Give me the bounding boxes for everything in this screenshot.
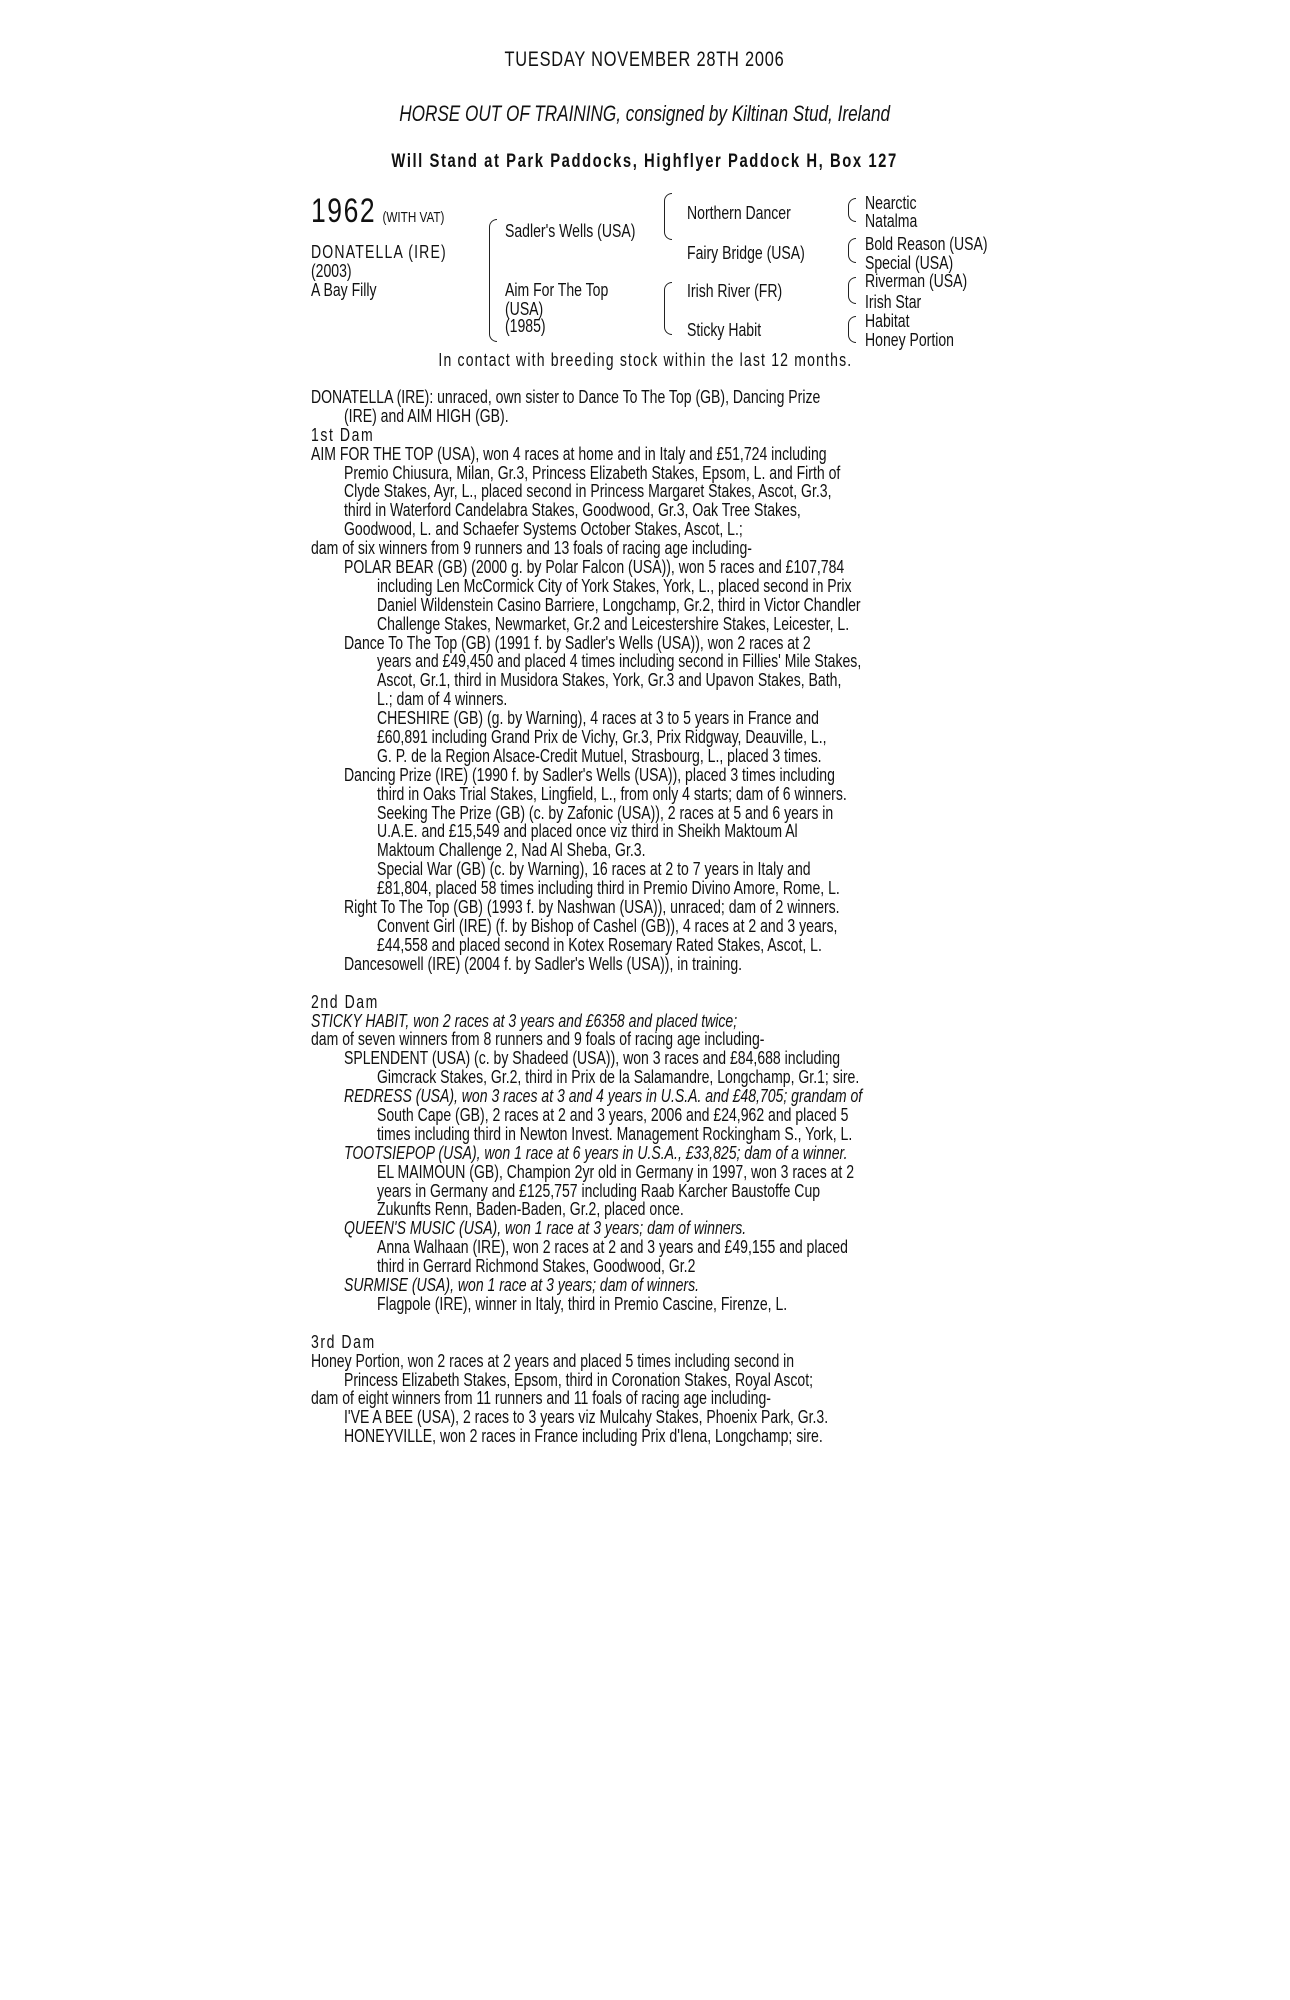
pedigree-brace-ds (848, 277, 856, 304)
pedigree-dam-country: (USA) (505, 299, 544, 319)
body-line: times including third in Newton Invest. Management Rockingham S., York, L. (377, 1123, 853, 1144)
body-line: Princess Elizabeth Stakes, Epsom, third in Coronation Stakes, Royal Ascot; (344, 1369, 814, 1390)
body-line: £60,891 including Grand Prix de Vichy, Gr.3, Prix Ridgway, Deauville, L., (377, 727, 827, 748)
pedigree-dss: Riverman (USA) (865, 271, 968, 291)
stand-location: Will Stand at Park Paddocks, Highflyer Paddock H, Box 127 (391, 151, 899, 172)
body-line: third in Waterford Candelabra Stakes, Goodwood, Gr.3, Oak Tree Stakes, (344, 500, 801, 521)
body-line: years in Germany and £125,757 including Raab Karcher Baustoffe Cup (377, 1180, 821, 1201)
pedigree-brace-dd (848, 316, 856, 343)
pedigree-ddd: Honey Portion (865, 330, 954, 350)
body-line: Honey Portion, won 2 races at 2 years and placed 5 times including second in (311, 1350, 795, 1371)
body-line: STICKY HABIT, won 2 races at 3 years and £6358 and placed twice; (311, 1010, 738, 1031)
pedigree-brace-ss (848, 198, 856, 222)
body-line: dam of six winners from 9 runners and 13 foals of racing age including- (311, 538, 752, 559)
body-line: Dancesowell (IRE) (2004 f. by Sadler's Wells (USA)), in training. (344, 953, 743, 974)
body-line: Flagpole (IRE), winner in Italy, third in Premio Cascine, Firenze, L. (377, 1293, 788, 1314)
body-line: including Len McCormick City of York Stakes, York, L., placed second in Prix (377, 575, 852, 596)
body-line: £44,558 and placed second in Kotex Rosemary Rated Stakes, Ascot, L. (377, 934, 822, 955)
body-line: Maktoum Challenge 2, Nad Al Sheba, Gr.3. (377, 840, 646, 861)
consignment-line: HORSE OUT OF TRAINING, consigned by Kiltinan Stud, Ireland (399, 101, 891, 126)
pedigree-brace-sd (848, 238, 856, 263)
body-line: Premio Chiusura, Milan, Gr.3, Princess Elizabeth Stakes, Epsom, L. and Firth of (344, 462, 841, 483)
vat-note: (WITH VAT) (382, 209, 445, 226)
horse-description: A Bay Filly (311, 280, 377, 300)
lot-block (311, 192, 482, 230)
body-line: years and £49,450 and placed 4 times including second in Fillies' Mile Stakes, (377, 651, 862, 672)
body-line: Daniel Wildenstein Casino Barriere, Longchamp, Gr.2, third in Victor Chandler (377, 594, 861, 615)
body-line: EL MAIMOUN (GB), Champion 2yr old in Germany in 1997, won 3 races at 2 (377, 1161, 855, 1182)
body-line: Dancing Prize (IRE) (1990 f. by Sadler's Wells (USA)), placed 3 times including (344, 764, 835, 785)
horse-name: DONATELLA (IRE) (311, 242, 447, 262)
pedigree-dd: Sticky Habit (687, 320, 762, 340)
body-line: Zukunfts Renn, Baden-Baden, Gr.2, placed once. (377, 1199, 684, 1220)
body-line: (IRE) and AIM HIGH (GB). (344, 405, 509, 426)
contact-note: In contact with breeding stock within the last 12 months. (438, 350, 852, 370)
pedigree-dam-year: (1985) (505, 316, 546, 336)
body-line: dam of seven winners from 8 runners and 9 foals of racing age including- (311, 1029, 765, 1050)
pedigree-dam: Aim For The Top (505, 280, 609, 300)
pedigree-sds: Bold Reason (USA) (865, 234, 988, 254)
body-line: HONEYVILLE, won 2 races in France including Prix d'Iena, Longchamp; sire. (344, 1426, 823, 1447)
body-line: Dance To The Top (GB) (1991 f. by Sadler's Wells (USA)), won 2 races at 2 (344, 632, 811, 653)
body-line: I'VE A BEE (USA), 2 races to 3 years viz Mulcahy Stakes, Phoenix Park, Gr.3. (344, 1407, 829, 1428)
body-line: REDRESS (USA), won 3 races at 3 and 4 years in U.S.A. and £48,705; grandam of (344, 1086, 863, 1107)
section-gap (311, 974, 1041, 993)
body-line: third in Oaks Trial Stakes, Lingfield, L., from only 4 starts; dam of 6 winners. (377, 783, 847, 804)
pedigree-sire: Sadler's Wells (USA) (505, 221, 636, 241)
body-line: L.; dam of 4 winners. (377, 689, 508, 710)
body-line: Goodwood, L. and Schaefer Systems October Stakes, Ascot, L.; (344, 519, 743, 540)
body-line: South Cape (GB), 2 races at 2 and 3 years, 2006 and £24,962 and placed 5 (377, 1104, 849, 1125)
section-gap (311, 1314, 1041, 1333)
pedigree-ds: Irish River (FR) (687, 281, 783, 301)
section-heading: 1st Dam (311, 424, 375, 445)
body-line: dam of eight winners from 11 runners and 11 foals of racing age including- (311, 1388, 771, 1409)
body-line: POLAR BEAR (GB) (2000 g. by Polar Falcon (USA)), won 5 races and £107,784 (344, 557, 845, 578)
pedigree-brace-dam (664, 282, 672, 335)
pedigree-dsd: Irish Star (865, 292, 922, 312)
body-line: Challenge Stakes, Newmarket, Gr.2 and Leicestershire Stakes, Leicester, L. (377, 613, 850, 634)
sale-date: TUESDAY NOVEMBER 28TH 2006 (504, 48, 786, 71)
pedigree-dds: Habitat (865, 311, 910, 331)
body-line: Ascot, Gr.1, third in Musidora Stakes, York, Gr.3 and Upavon Stakes, Bath, (377, 670, 842, 691)
pedigree-ssd: Natalma (865, 211, 918, 231)
body-line: G. P. de la Region Alsace-Credit Mutuel, Strasbourg, L., placed 3 times. (377, 745, 822, 766)
body-line: Gimcrack Stakes, Gr.2, third in Prix de la Salamandre, Longchamp, Gr.1; sire. (377, 1067, 860, 1088)
body-line: AIM FOR THE TOP (USA), won 4 races at home and in Italy and £51,724 including (311, 443, 827, 464)
body-line: Convent Girl (IRE) (f. by Bishop of Cashel (GB)), 4 races at 2 and 3 years, (377, 915, 838, 936)
body-line: QUEEN'S MUSIC (USA), won 1 race at 3 years; dam of winners. (344, 1218, 747, 1239)
pedigree-sdd: Special (USA) (865, 253, 954, 273)
body-line: £81,804, placed 58 times including third in Premio Divino Amore, Rome, L. (377, 878, 840, 899)
section-heading: 2nd Dam (311, 991, 379, 1012)
pedigree-sd: Fairy Bridge (USA) (687, 243, 805, 263)
lot-number: 1962 (311, 192, 377, 230)
foaling-year: (2003) (311, 261, 352, 281)
pedigree-ss: Northern Dancer (687, 203, 791, 223)
body-line: U.A.E. and £15,549 and placed once viz third in Sheikh Maktoum Al (377, 821, 798, 842)
body-line: third in Gerrard Richmond Stakes, Goodwood, Gr.2 (377, 1256, 696, 1277)
body-line: Special War (GB) (c. by Warning), 16 races at 2 to 7 years in Italy and (377, 859, 811, 880)
body-line: Clyde Stakes, Ayr, L., placed second in Princess Margaret Stakes, Ascot, Gr.3, (344, 481, 832, 502)
body-line: TOOTSIEPOP (USA), won 1 race at 6 years in U.S.A., £33,825; dam of a winner. (344, 1142, 848, 1163)
body-line: DONATELLA (IRE): unraced, own sister to Dance To The Top (GB), Dancing Prize (311, 387, 821, 407)
body-line: Anna Walhaan (IRE), won 2 races at 2 and 3 years and £49,155 and placed (377, 1237, 848, 1258)
body-line: Seeking The Prize (GB) (c. by Zafonic (USA)), 2 races at 5 and 6 years in (377, 802, 834, 823)
body-line: SURMISE (USA), won 1 race at 3 years; dam of winners. (344, 1274, 700, 1295)
section-heading: 3rd Dam (311, 1331, 376, 1352)
body-line: CHESHIRE (GB) (g. by Warning), 4 races at 3 to 5 years in France and (377, 708, 819, 729)
body-line: Right To The Top (GB) (1993 f. by Nashwan (USA)), unraced; dam of 2 winners. (344, 897, 840, 918)
body-line: SPLENDENT (USA) (c. by Shadeed (USA)), won 3 races and £84,688 including (344, 1048, 841, 1069)
pedigree-sss: Nearctic (865, 193, 917, 213)
pedigree-brace-1 (489, 219, 497, 342)
catalogue-body (311, 388, 1041, 1446)
